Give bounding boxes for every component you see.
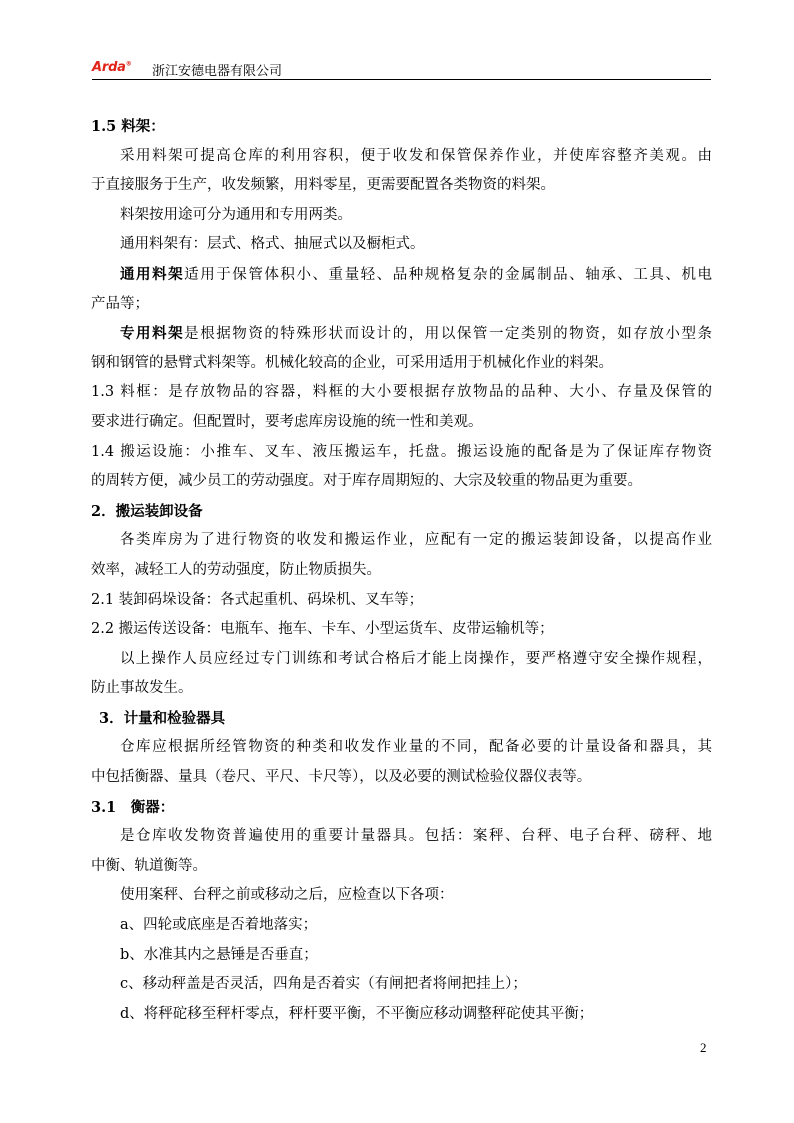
list-item: c、移动秤盖是否灵活，四角是否着实（有闸把者将闸把挂上）； xyxy=(120,976,527,993)
paragraph-line: 是仓库收发物资普遍使用的重要计量器具。包括：案秤、台秤、电子台秤、磅秤、地 xyxy=(120,828,712,845)
paragraph-line: 产品等； xyxy=(91,295,149,312)
list-item: d、将秤砣移至秤杆零点，秤杆要平衡，不平衡应移动调整秤砣使其平衡； xyxy=(120,1005,594,1022)
paragraph-line: 采用料架可提高仓库的利用容积，便于收发和保管保养作业，并使库容整齐美观。由 xyxy=(120,147,712,164)
paragraph-line: 使用案秤、台秤之前或移动之后，应检查以下各项： xyxy=(120,887,454,904)
company-name: 浙江安德电器有限公司 xyxy=(152,64,283,79)
paragraph-text: 适用于保管体积小、重量轻、品种规格复杂的金属制品、轴承、工具、机电 xyxy=(184,266,712,283)
paragraph-line: 料架按用途可分为通用和专用两类。 xyxy=(120,206,352,223)
paragraph-line: 以上操作人员应经过专门训练和考试合格后才能上岗操作，要严格遵守安全操作规程， xyxy=(120,650,712,667)
document-body xyxy=(91,112,712,1029)
paragraph-line: 钢和钢管的悬臂式料架等。机械化较高的企业，可采用适用于机械化作业的料架。 xyxy=(91,354,613,371)
paragraph-line: 效率，减轻工人的劳动强度，防止物质损失。 xyxy=(91,561,381,578)
paragraph-line xyxy=(91,260,712,290)
list-item: a、四轮或底座是否着地落实； xyxy=(120,917,318,934)
paragraph-line: 2.1 装卸码垛设备：各式起重机、码垛机、叉车等； xyxy=(91,591,424,608)
paragraph-line: 1.4 搬运设施：小推车、叉车、液压搬运车，托盘。搬运设施的配备是为了保证库存物资 xyxy=(91,443,712,460)
section-heading-3-1: 3.1 衡器： xyxy=(91,798,175,816)
page-header xyxy=(92,57,711,80)
paragraph-line: 于直接服务于生产，收发频繁，用料零星，更需要配置各类物资的料架。 xyxy=(91,177,555,194)
bold-term: 专用料架 xyxy=(120,325,185,343)
paragraph-line: 的周转方便，减少员工的劳动强度。对于库存周期短的、大宗及较重的物品更为重要。 xyxy=(91,473,642,490)
logo-text: Arda xyxy=(92,60,126,75)
arda-logo xyxy=(92,60,132,75)
paragraph-line: 中衡、轨道衡等。 xyxy=(91,857,207,874)
paragraph-line: 防止事故发生。 xyxy=(91,680,193,697)
paragraph-line xyxy=(91,319,712,349)
paragraph-line: 1.3 料框：是存放物品的容器，料框的大小要根据存放物品的品种、大小、存量及保管的 xyxy=(91,384,712,401)
section-heading-3: 3．计量和检验器具 xyxy=(99,709,226,727)
paragraph-line: 中包括衡器、量具（卷尺、平尺、卡尺等），以及必要的测试检验仪器仪表等。 xyxy=(91,769,592,786)
paragraph-text: 是根据物资的特殊形状而设计的，用以保管一定类别的物资，如存放小型条 xyxy=(184,326,712,343)
section-heading-2: 2．搬运装卸设备 xyxy=(91,502,203,520)
registered-mark: ® xyxy=(125,60,132,68)
paragraph-line: 各类库房为了进行物资的收发和搬运作业，应配有一定的搬运装卸设备，以提高作业 xyxy=(120,532,712,549)
list-item: b、水准其内之悬锤是否垂直； xyxy=(120,946,318,963)
section-heading-1-5: 1.5 料架： xyxy=(91,118,165,135)
bold-term: 通用料架 xyxy=(120,265,185,283)
paragraph-line: 通用料架有：层式、格式、抽屉式以及橱柜式。 xyxy=(120,236,425,253)
paragraph-line: 仓库应根据所经管物资的种类和收发作业量的不同，配备必要的计量设备和器具，其 xyxy=(120,739,712,756)
paragraph-line: 2.2 搬运传送设备：电瓶车、拖车、卡车、小型运货车、皮带运输机等； xyxy=(91,621,554,638)
paragraph-line: 要求进行确定。但配置时，要考虑库房设施的统一性和美观。 xyxy=(91,413,483,430)
page-number: 2 xyxy=(700,1040,707,1055)
